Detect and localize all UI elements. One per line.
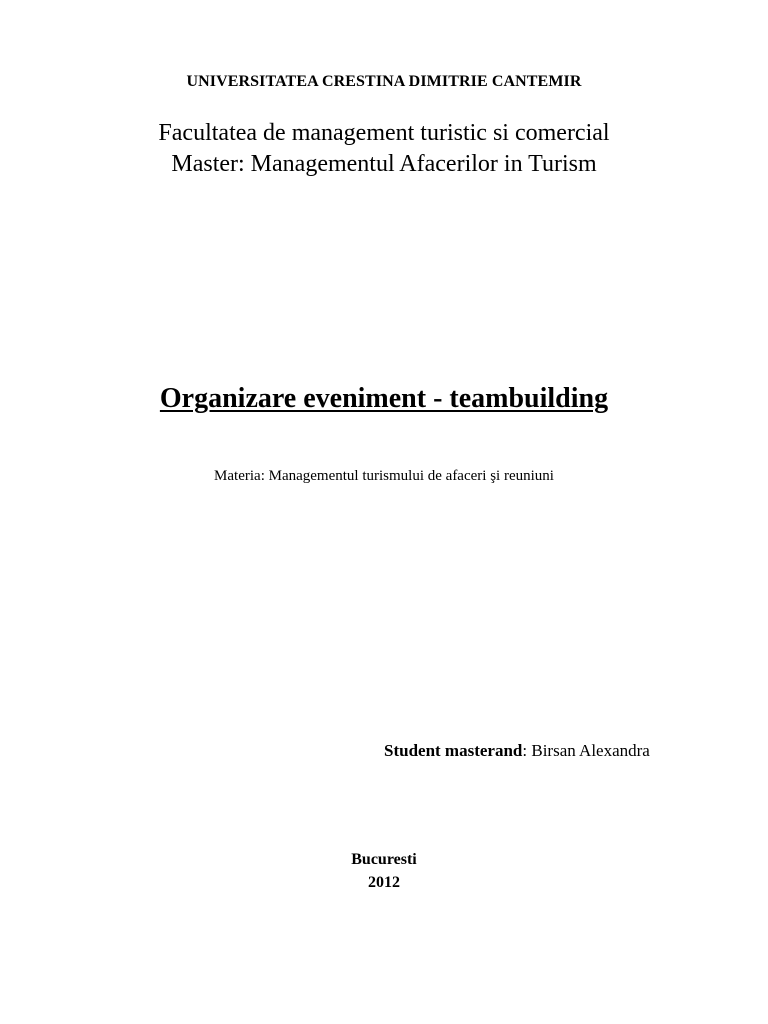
document-title: Organizare eveniment - teambuilding	[159, 383, 609, 414]
faculty-name: Facultatea de management turistic si comercial	[158, 120, 610, 146]
subject-value: Managementul turismului de afaceri şi reuniuni	[268, 468, 554, 484]
year: 2012	[368, 874, 400, 891]
student-label: Student masterand	[384, 741, 523, 760]
subject-line	[0, 468, 768, 485]
subject-label: Materia:	[214, 468, 265, 484]
university-name: UNIVERSITATEA CRESTINA DIMITRIE CANTEMIR	[186, 73, 582, 90]
city: Bucuresti	[351, 851, 417, 868]
student-separator: :	[522, 741, 528, 760]
master-program: Master: Managementul Afacerilor in Turism	[171, 151, 597, 177]
student-line	[384, 741, 650, 761]
student-name: Birsan Alexandra	[531, 741, 650, 760]
